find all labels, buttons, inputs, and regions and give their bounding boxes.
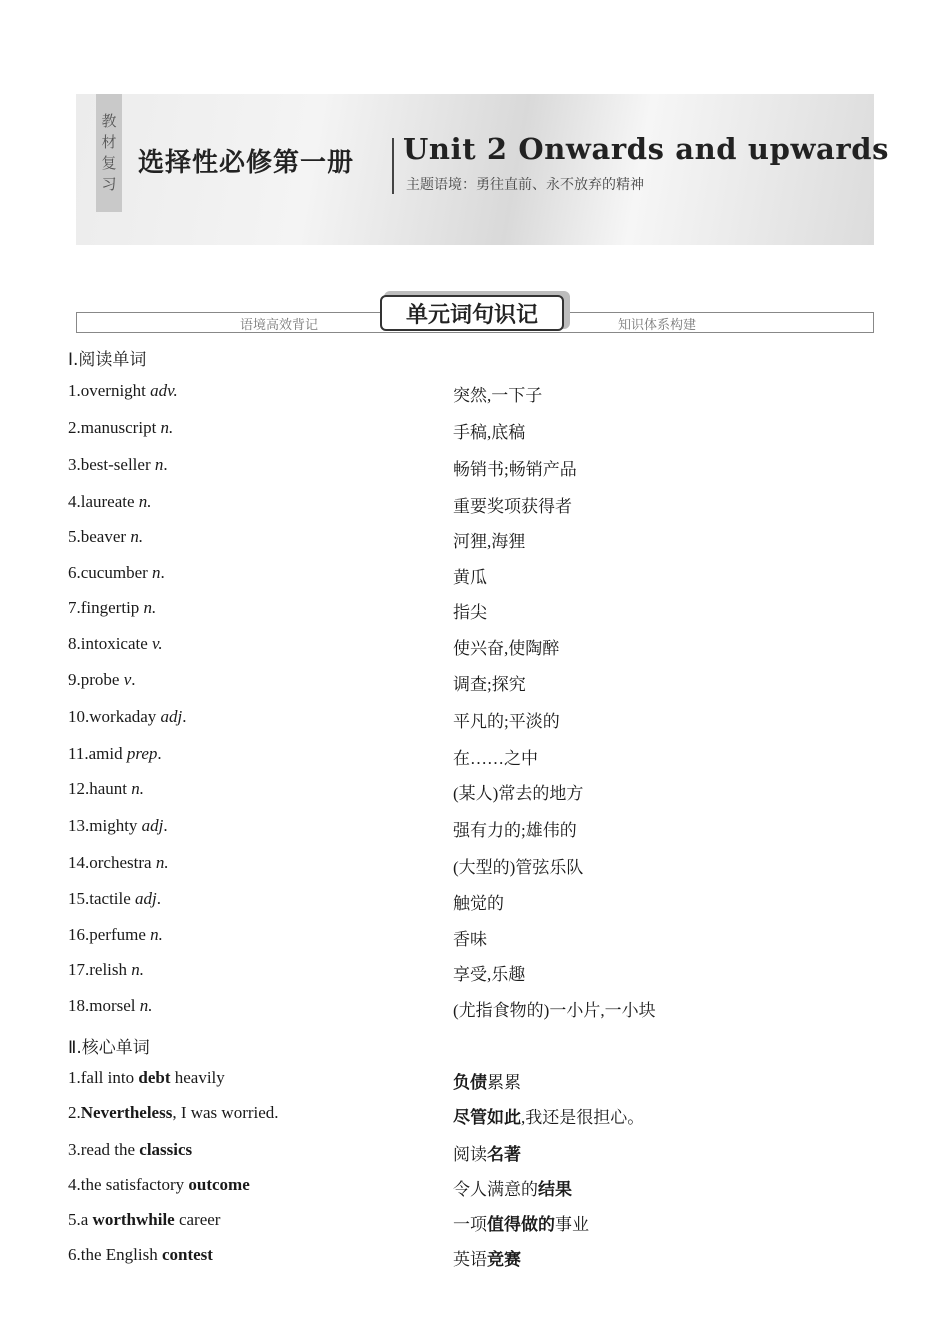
vocab-word: 5.beaver n. <box>68 527 144 546</box>
vocab-row <box>0 670 950 692</box>
vocab-meaning: 河狸,海狸 <box>453 532 526 551</box>
textbook-review-tab <box>96 94 122 212</box>
vocab-row <box>0 455 950 477</box>
core-phrase: 2.Nevertheless, I was worried. <box>68 1103 279 1122</box>
vocab-word: 12.haunt n. <box>68 779 145 798</box>
vocab-word: 13.mighty adj. <box>68 816 168 835</box>
vocab-word: 7.fingertip n. <box>68 598 157 617</box>
part2-heading: Ⅱ.核心单词 <box>68 1038 150 1058</box>
vocab-word: 9.probe v. <box>68 670 136 689</box>
section-right-label: 知识体系构建 <box>618 318 697 333</box>
vocab-meaning: 触觉的 <box>453 894 504 913</box>
core-row <box>0 1245 950 1267</box>
core-translation: 一项值得做的事业 <box>453 1215 589 1234</box>
vocab-meaning: (某人)常去的地方 <box>453 784 584 803</box>
vocab-row <box>0 563 950 585</box>
core-translation: 令人满意的结果 <box>453 1180 572 1199</box>
vocab-row <box>0 598 950 620</box>
vocab-row <box>0 816 950 838</box>
side-tab-char: 教 <box>101 112 117 130</box>
core-phrase: 1.fall into debt heavily <box>68 1068 225 1087</box>
vocab-meaning: 手稿,底稿 <box>453 423 526 442</box>
vocab-row <box>0 527 950 549</box>
vocab-word: 8.intoxicate v. <box>68 634 163 653</box>
vocab-meaning: 平凡的;平淡的 <box>453 712 560 731</box>
section-left-label: 语境高效背记 <box>240 318 319 333</box>
vocab-meaning: 指尖 <box>453 603 487 622</box>
vocab-word: 6.cucumber n. <box>68 563 165 582</box>
side-tab-char: 材 <box>101 133 117 151</box>
vocab-word: 3.best-seller n. <box>68 455 168 474</box>
section-tag: 单元词句识记 <box>380 295 564 331</box>
vocab-meaning: 享受,乐趣 <box>453 965 526 984</box>
vocab-row <box>0 889 950 911</box>
vocab-row <box>0 996 950 1018</box>
vocab-row <box>0 381 950 403</box>
part1-heading: Ⅰ.阅读单词 <box>68 350 147 370</box>
core-phrase: 5.a worthwhile career <box>68 1210 221 1229</box>
core-row <box>0 1140 950 1162</box>
core-translation: 英语竞赛 <box>453 1250 521 1269</box>
unit-title: Unit 2 Onwards and upwards <box>403 132 890 166</box>
side-tab-char: 习 <box>101 175 117 193</box>
vocab-meaning: 使兴奋,使陶醉 <box>453 639 560 658</box>
core-row <box>0 1068 950 1090</box>
core-translation: 负债累累 <box>453 1073 521 1092</box>
vocab-row <box>0 707 950 729</box>
vocab-word: 16.perfume n. <box>68 925 163 944</box>
core-translation: 尽管如此,我还是很担心。 <box>453 1108 645 1127</box>
vocab-word: 15.tactile adj. <box>68 889 162 908</box>
vocab-row <box>0 744 950 766</box>
vocab-word: 4.laureate n. <box>68 492 152 511</box>
vocab-word: 11.amid prep. <box>68 744 162 763</box>
vocab-word: 14.orchestra n. <box>68 853 169 872</box>
vocab-meaning: 香味 <box>453 930 487 949</box>
vocab-word: 17.relish n. <box>68 960 145 979</box>
core-row <box>0 1210 950 1232</box>
core-row <box>0 1175 950 1197</box>
vocab-row <box>0 492 950 514</box>
vocab-word: 18.morsel n. <box>68 996 153 1015</box>
vocab-row <box>0 960 950 982</box>
vocab-word: 1.overnight adv. <box>68 381 178 400</box>
vocab-word: 2.manuscript n. <box>68 418 174 437</box>
vocab-word: 10.workaday adj. <box>68 707 187 726</box>
core-translation: 阅读名著 <box>453 1145 521 1164</box>
core-row <box>0 1103 950 1125</box>
title-divider <box>392 138 394 194</box>
vocab-meaning: (尤指食物的)一小片,一小块 <box>453 1001 656 1020</box>
theme-context: 主题语境：勇往直前、永不放弃的精神 <box>406 177 644 193</box>
core-phrase: 3.read the classics <box>68 1140 193 1159</box>
vocab-row <box>0 853 950 875</box>
vocab-row <box>0 925 950 947</box>
vocab-row <box>0 779 950 801</box>
vocab-row <box>0 634 950 656</box>
unit-banner <box>76 94 890 245</box>
vocab-meaning: 强有力的;雄伟的 <box>453 821 577 840</box>
core-phrase: 6.the English contest <box>68 1245 213 1264</box>
core-phrase: 4.the satisfactory outcome <box>68 1175 250 1194</box>
vocab-meaning: 突然,一下子 <box>453 386 543 405</box>
vocab-meaning: 调查;探究 <box>453 675 526 694</box>
side-tab-char: 复 <box>101 154 117 172</box>
vocab-meaning: (大型的)管弦乐队 <box>453 858 584 877</box>
volume-title: 选择性必修第一册 <box>138 148 355 178</box>
vocab-row <box>0 418 950 440</box>
vocab-meaning: 畅销书;畅销产品 <box>453 460 577 479</box>
vocab-meaning: 在……之中 <box>453 749 538 768</box>
vocab-meaning: 重要奖项获得者 <box>453 497 572 516</box>
vocab-meaning: 黄瓜 <box>453 568 487 587</box>
